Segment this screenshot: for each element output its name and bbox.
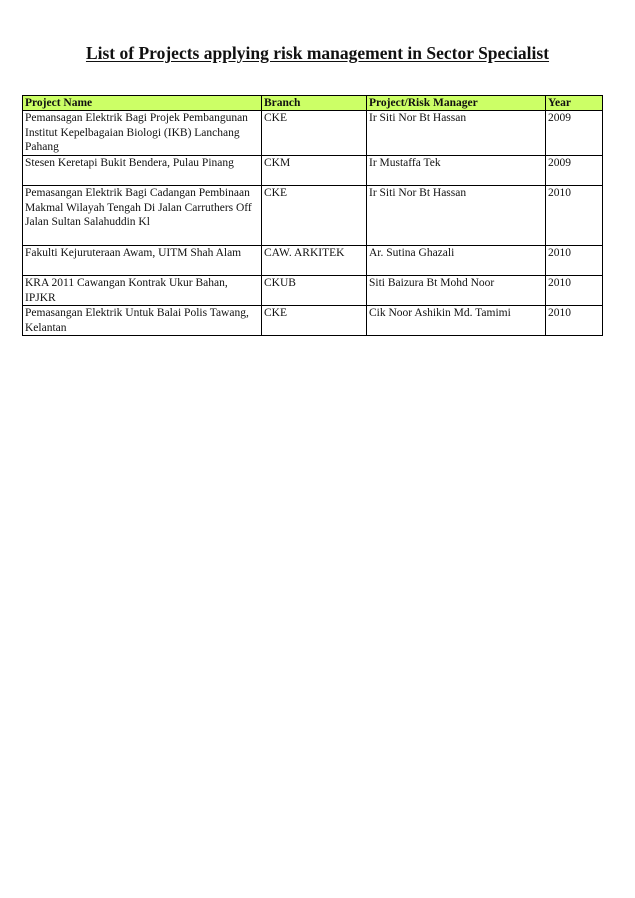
project-name-cell: KRA 2011 Cawangan Kontrak Ukur Bahan, IPJKR bbox=[23, 276, 262, 306]
table-row bbox=[23, 111, 603, 156]
branch-cell: CKM bbox=[262, 156, 367, 186]
project-name-cell: Fakulti Kejuruteraan Awam, UITM Shah Alam bbox=[23, 246, 262, 276]
branch-cell: CKE bbox=[262, 306, 367, 336]
table-row bbox=[23, 156, 603, 186]
table-row bbox=[23, 276, 603, 306]
year-cell: 2010 bbox=[546, 276, 603, 306]
year-cell: 2010 bbox=[546, 186, 603, 246]
project-name-cell: Pemasangan Elektrik Untuk Balai Polis Tawang, Kelantan bbox=[23, 306, 262, 336]
projects-table bbox=[22, 95, 603, 336]
project-name-cell: Pemasangan Elektrik Bagi Cadangan Pembinaan Makmal Wilayah Tengah Di Jalan Carruthers Off Jalan Sultan Salahuddin Kl bbox=[23, 186, 262, 246]
branch-cell: CKUB bbox=[262, 276, 367, 306]
manager-cell: Ir Siti Nor Bt Hassan bbox=[367, 186, 546, 246]
year-cell: 2009 bbox=[546, 111, 603, 156]
branch-cell: CKE bbox=[262, 111, 367, 156]
manager-cell: Ir Mustaffa Tek bbox=[367, 156, 546, 186]
table-header-row bbox=[23, 96, 603, 111]
column-header-manager: Project/Risk Manager bbox=[367, 96, 546, 111]
year-cell: 2009 bbox=[546, 156, 603, 186]
project-name-cell: Stesen Keretapi Bukit Bendera, Pulau Pinang bbox=[23, 156, 262, 186]
branch-cell: CAW. ARKITEK bbox=[262, 246, 367, 276]
column-header-project-name: Project Name bbox=[23, 96, 262, 111]
manager-cell: Ar. Sutina Ghazali bbox=[367, 246, 546, 276]
table-row bbox=[23, 186, 603, 246]
project-name-cell: Pemansagan Elektrik Bagi Projek Pembangunan Institut Kepelbagaian Biologi (IKB) Lanchang Pahang bbox=[23, 111, 262, 156]
table-row bbox=[23, 306, 603, 336]
table-row bbox=[23, 246, 603, 276]
year-cell: 2010 bbox=[546, 306, 603, 336]
year-cell: 2010 bbox=[546, 246, 603, 276]
column-header-branch: Branch bbox=[262, 96, 367, 111]
manager-cell: Siti Baizura Bt Mohd Noor bbox=[367, 276, 546, 306]
column-header-year: Year bbox=[546, 96, 603, 111]
manager-cell: Cik Noor Ashikin Md. Tamimi bbox=[367, 306, 546, 336]
branch-cell: CKE bbox=[262, 186, 367, 246]
manager-cell: Ir Siti Nor Bt Hassan bbox=[367, 111, 546, 156]
page-title: List of Projects applying risk management in Sector Specialist bbox=[85, 43, 550, 63]
